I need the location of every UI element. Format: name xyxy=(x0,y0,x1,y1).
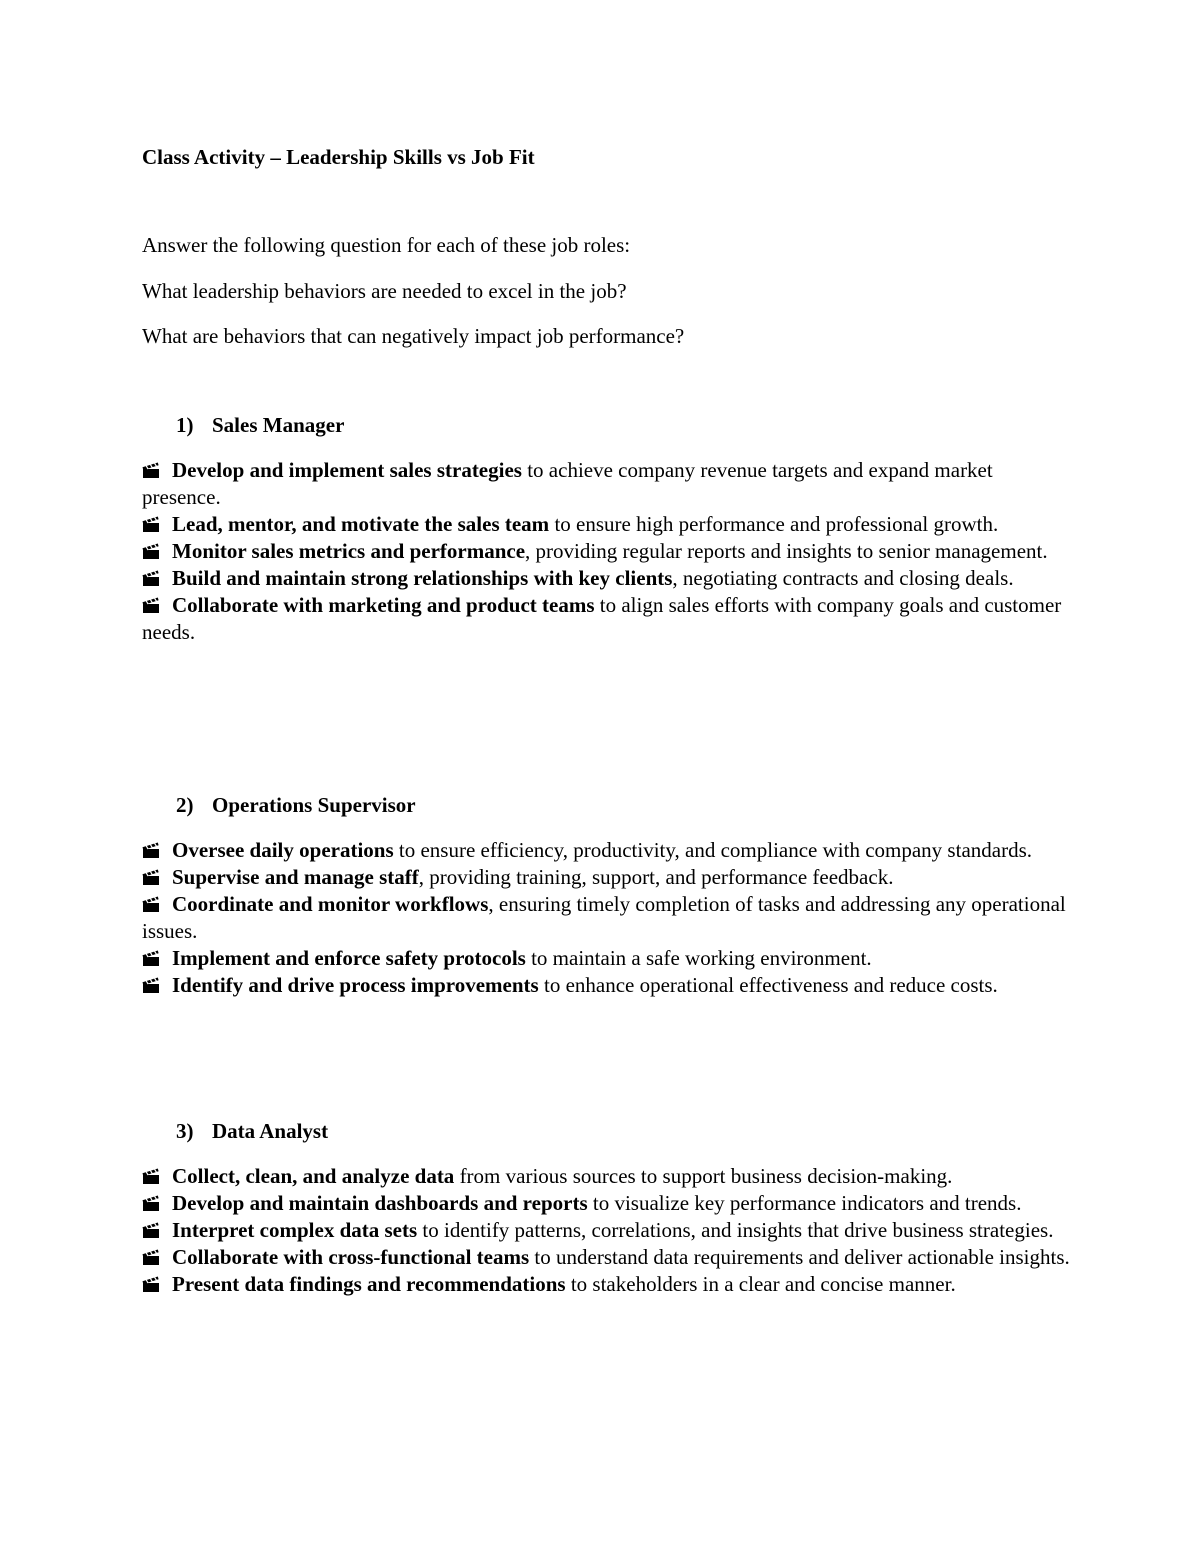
item-bold-text: Collaborate with cross-functional teams xyxy=(172,1245,530,1269)
item-bold-text: Coordinate and monitor workflows xyxy=(172,892,489,916)
clapperboard-icon xyxy=(142,869,160,886)
clapperboard-icon xyxy=(142,1276,160,1293)
bullet-list xyxy=(142,457,1072,646)
list-item xyxy=(142,1190,1072,1217)
clapperboard-icon xyxy=(142,896,160,913)
item-bold-text: Collaborate with marketing and product teams xyxy=(172,593,595,617)
item-text: , providing regular reports and insights to senior management. xyxy=(525,539,1048,563)
item-bold-text: Supervise and manage staff xyxy=(172,865,419,889)
clapperboard-icon xyxy=(142,950,160,967)
list-item xyxy=(142,945,1072,972)
item-text: , negotiating contracts and closing deals. xyxy=(672,566,1014,590)
list-item xyxy=(142,837,1072,864)
item-text: to stakeholders in a clear and concise manner. xyxy=(565,1272,956,1296)
section-heading xyxy=(176,412,1072,439)
item-text: to enhance operational effectiveness and reduce costs. xyxy=(538,973,998,997)
intro-line-1: Answer the following question for each of these job roles: xyxy=(142,233,631,257)
section-number: 2) xyxy=(176,793,194,817)
section-heading xyxy=(176,1118,1072,1145)
list-item xyxy=(142,1271,1072,1298)
item-bold-text: Build and maintain strong relationships with key clients xyxy=(172,566,673,590)
item-bold-text: Collect, clean, and analyze data xyxy=(172,1164,455,1188)
document-title: Class Activity – Leadership Skills vs Job Fit xyxy=(142,145,535,169)
list-item xyxy=(142,1163,1072,1190)
clapperboard-icon xyxy=(142,1195,160,1212)
clapperboard-icon xyxy=(142,842,160,859)
clapperboard-icon xyxy=(142,1249,160,1266)
item-text: to understand data requirements and deliver actionable insights. xyxy=(529,1245,1070,1269)
list-item xyxy=(142,592,1072,646)
item-bold-text: Monitor sales metrics and performance xyxy=(172,539,526,563)
item-text: , providing training, support, and performance feedback. xyxy=(418,865,894,889)
item-text: to identify patterns, correlations, and insights that drive business strategies. xyxy=(417,1218,1054,1242)
bullet-list xyxy=(142,1163,1072,1298)
section-operations-supervisor xyxy=(142,792,1072,999)
clapperboard-icon xyxy=(142,1168,160,1185)
list-item xyxy=(142,864,1072,891)
item-text: to align sales efforts with company goals and customer needs. xyxy=(142,593,1062,644)
item-text: to visualize key performance indicators and trends. xyxy=(587,1191,1022,1215)
item-bold-text: Lead, mentor, and motivate the sales team xyxy=(172,512,550,536)
section-title: Sales Manager xyxy=(212,413,345,437)
list-item xyxy=(142,457,1072,511)
clapperboard-icon xyxy=(142,570,160,587)
list-item xyxy=(142,1217,1072,1244)
section-title: Operations Supervisor xyxy=(212,793,416,817)
item-text: to ensure efficiency, productivity, and compliance with company standards. xyxy=(393,838,1032,862)
intro-line-2: What leadership behaviors are needed to excel in the job? xyxy=(142,279,627,303)
clapperboard-icon xyxy=(142,462,160,479)
section-number: 3) xyxy=(176,1119,194,1143)
item-bold-text: Interpret complex data sets xyxy=(172,1218,418,1242)
item-text: from various sources to support business decision-making. xyxy=(454,1164,953,1188)
list-item xyxy=(142,565,1072,592)
item-text: to achieve company revenue targets and expand market presence. xyxy=(142,458,993,509)
item-bold-text: Develop and implement sales strategies xyxy=(172,458,522,482)
bullet-list xyxy=(142,837,1072,999)
item-bold-text: Present data findings and recommendations xyxy=(172,1272,566,1296)
clapperboard-icon xyxy=(142,597,160,614)
clapperboard-icon xyxy=(142,543,160,560)
section-heading xyxy=(176,792,1072,819)
item-text: , ensuring timely completion of tasks and addressing any operational issues. xyxy=(142,892,1066,943)
item-text: to maintain a safe working environment. xyxy=(525,946,872,970)
list-item xyxy=(142,1244,1072,1271)
section-number: 1) xyxy=(176,413,194,437)
item-bold-text: Implement and enforce safety protocols xyxy=(172,946,526,970)
intro-line-3: What are behaviors that can negatively impact job performance? xyxy=(142,324,685,348)
clapperboard-icon xyxy=(142,1222,160,1239)
list-item xyxy=(142,972,1072,999)
list-item xyxy=(142,538,1072,565)
item-bold-text: Develop and maintain dashboards and reports xyxy=(172,1191,588,1215)
item-bold-text: Identify and drive process improvements xyxy=(172,973,539,997)
clapperboard-icon xyxy=(142,977,160,994)
section-title: Data Analyst xyxy=(212,1119,329,1143)
section-data-analyst xyxy=(142,1118,1072,1298)
item-bold-text: Oversee daily operations xyxy=(172,838,394,862)
clapperboard-icon xyxy=(142,516,160,533)
section-sales-manager xyxy=(142,412,1072,646)
item-text: to ensure high performance and professional growth. xyxy=(549,512,999,536)
list-item xyxy=(142,891,1072,945)
list-item xyxy=(142,511,1072,538)
